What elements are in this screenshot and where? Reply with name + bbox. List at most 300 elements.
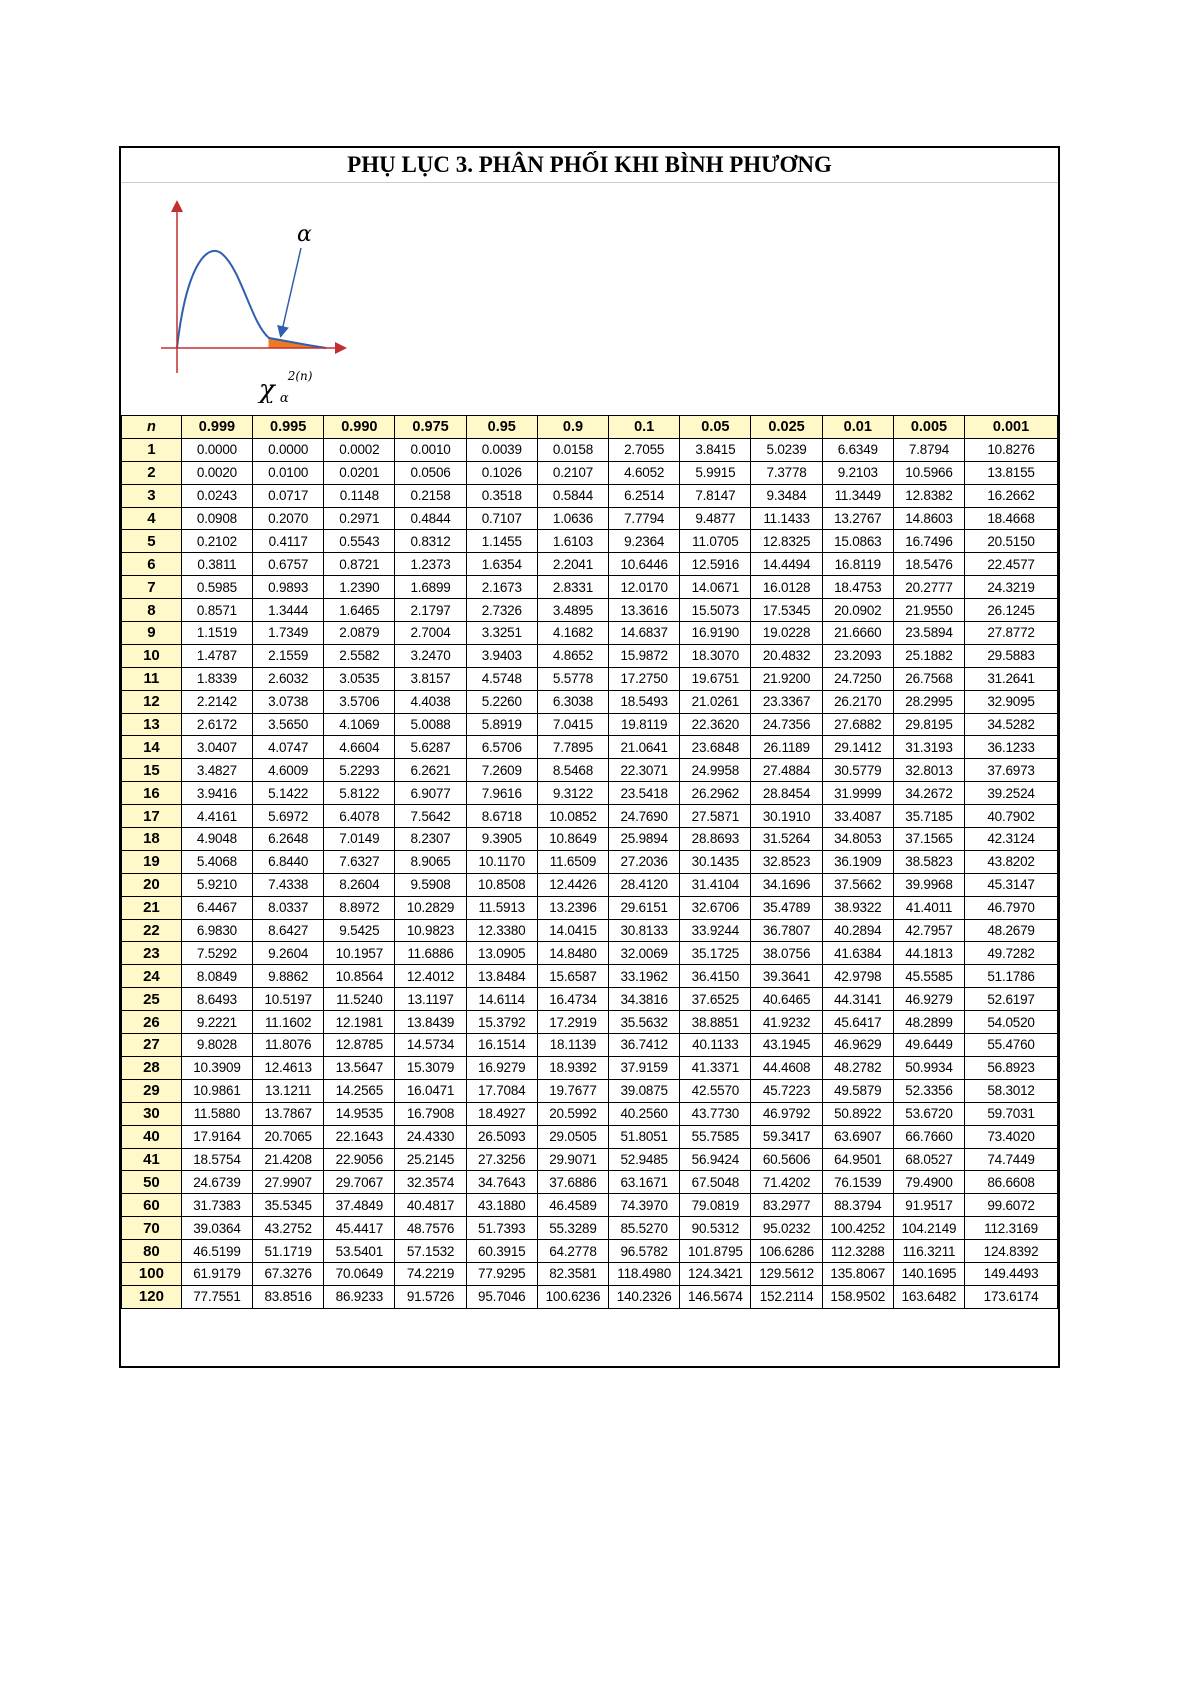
table-cell: 140.2326 xyxy=(609,1285,680,1308)
table-cell: 12.0170 xyxy=(609,576,680,599)
table-cell: 40.2560 xyxy=(609,1102,680,1125)
table-cell: 13.1211 xyxy=(253,1079,324,1102)
table-cell: 39.2524 xyxy=(965,782,1058,805)
table-cell: 4.5748 xyxy=(466,667,537,690)
row-n-cell: 30 xyxy=(122,1102,182,1125)
table-cell: 31.2641 xyxy=(965,667,1058,690)
table-cell: 3.9403 xyxy=(466,644,537,667)
table-cell: 5.6972 xyxy=(253,805,324,828)
table-cell: 3.5706 xyxy=(324,690,395,713)
table-cell: 42.3124 xyxy=(965,828,1058,851)
table-cell: 95.0232 xyxy=(751,1217,822,1240)
table-cell: 0.1026 xyxy=(466,461,537,484)
table-cell: 0.6757 xyxy=(253,553,324,576)
table-cell: 9.2364 xyxy=(609,530,680,553)
table-cell: 16.7908 xyxy=(395,1102,466,1125)
table-cell: 79.0819 xyxy=(680,1194,751,1217)
table-cell: 67.5048 xyxy=(680,1171,751,1194)
table-cell: 14.6837 xyxy=(609,622,680,645)
row-n-cell: 26 xyxy=(122,1011,182,1034)
table-cell: 29.7067 xyxy=(324,1171,395,1194)
table-cell: 13.5647 xyxy=(324,1056,395,1079)
table-cell: 86.6608 xyxy=(965,1171,1058,1194)
table-cell: 22.9056 xyxy=(324,1148,395,1171)
table-cell: 40.7902 xyxy=(965,805,1058,828)
table-cell: 7.0415 xyxy=(537,713,608,736)
table-row xyxy=(122,1034,1058,1057)
row-n-cell: 29 xyxy=(122,1079,182,1102)
table-cell: 85.5270 xyxy=(609,1217,680,1240)
table-cell: 52.9485 xyxy=(609,1148,680,1171)
table-cell: 11.3449 xyxy=(822,484,893,507)
table-row xyxy=(122,690,1058,713)
table-cell: 11.5880 xyxy=(181,1102,252,1125)
table-cell: 15.3079 xyxy=(395,1056,466,1079)
n-column-header: n xyxy=(122,416,182,439)
table-cell: 32.0069 xyxy=(609,942,680,965)
table-cell: 41.9232 xyxy=(751,1011,822,1034)
table-cell: 18.4668 xyxy=(965,507,1058,530)
table-cell: 9.5908 xyxy=(395,873,466,896)
table-cell: 5.8122 xyxy=(324,782,395,805)
table-cell: 82.3581 xyxy=(537,1262,608,1285)
table-cell: 31.5264 xyxy=(751,828,822,851)
table-cell: 64.2778 xyxy=(537,1240,608,1263)
table-cell: 0.0000 xyxy=(181,438,252,461)
table-cell: 73.4020 xyxy=(965,1125,1058,1148)
table-cell: 12.4613 xyxy=(253,1056,324,1079)
table-cell: 22.3620 xyxy=(680,713,751,736)
table-cell: 9.4877 xyxy=(680,507,751,530)
table-cell: 8.6718 xyxy=(466,805,537,828)
row-n-cell: 20 xyxy=(122,873,182,896)
table-cell: 13.1197 xyxy=(395,988,466,1011)
table-cell: 35.7185 xyxy=(893,805,964,828)
table-cell: 42.9798 xyxy=(822,965,893,988)
table-cell: 1.6354 xyxy=(466,553,537,576)
table-cell: 7.9616 xyxy=(466,782,537,805)
table-cell: 18.5476 xyxy=(893,553,964,576)
table-cell: 31.9999 xyxy=(822,782,893,805)
table-cell: 59.3417 xyxy=(751,1125,822,1148)
table-cell: 9.8862 xyxy=(253,965,324,988)
table-cell: 12.4426 xyxy=(537,873,608,896)
table-cell: 0.0506 xyxy=(395,461,466,484)
table-cell: 6.9830 xyxy=(181,919,252,942)
table-cell: 9.3905 xyxy=(466,828,537,851)
table-cell: 10.8564 xyxy=(324,965,395,988)
table-cell: 17.2919 xyxy=(537,1011,608,1034)
table-cell: 42.7957 xyxy=(893,919,964,942)
row-n-cell: 10 xyxy=(122,644,182,667)
table-cell: 11.1602 xyxy=(253,1011,324,1034)
table-cell: 39.0875 xyxy=(609,1079,680,1102)
row-n-cell: 13 xyxy=(122,713,182,736)
table-cell: 50.9934 xyxy=(893,1056,964,1079)
table-cell: 37.5662 xyxy=(822,873,893,896)
table-cell: 7.4338 xyxy=(253,873,324,896)
table-cell: 2.2142 xyxy=(181,690,252,713)
table-cell: 18.5754 xyxy=(181,1148,252,1171)
table-cell: 5.8919 xyxy=(466,713,537,736)
table-cell: 28.8693 xyxy=(680,828,751,851)
table-cell: 40.4817 xyxy=(395,1194,466,1217)
table-cell: 1.8339 xyxy=(181,667,252,690)
table-row xyxy=(122,828,1058,851)
table-cell: 17.7084 xyxy=(466,1079,537,1102)
table-cell: 100.6236 xyxy=(537,1285,608,1308)
table-cell: 43.2752 xyxy=(253,1217,324,1240)
table-cell: 38.0756 xyxy=(751,942,822,965)
table-cell: 29.8195 xyxy=(893,713,964,736)
table-cell: 53.5401 xyxy=(324,1240,395,1263)
chi-square-figure xyxy=(161,198,371,403)
table-cell: 1.1455 xyxy=(466,530,537,553)
page-title: PHỤ LỤC 3. PHÂN PHỐI KHI BÌNH PHƯƠNG xyxy=(121,148,1058,183)
table-cell: 59.7031 xyxy=(965,1102,1058,1125)
table-cell: 2.1797 xyxy=(395,599,466,622)
table-cell: 4.9048 xyxy=(181,828,252,851)
table-cell: 95.7046 xyxy=(466,1285,537,1308)
table-cell: 11.8076 xyxy=(253,1034,324,1057)
table-cell: 2.2041 xyxy=(537,553,608,576)
table-cell: 4.4161 xyxy=(181,805,252,828)
chi-label xyxy=(257,369,313,403)
table-cell: 24.6739 xyxy=(181,1171,252,1194)
table-cell: 8.0849 xyxy=(181,965,252,988)
table-cell: 1.7349 xyxy=(253,622,324,645)
table-cell: 53.6720 xyxy=(893,1102,964,1125)
table-cell: 116.3211 xyxy=(893,1240,964,1263)
table-cell: 24.7690 xyxy=(609,805,680,828)
table-cell: 33.9244 xyxy=(680,919,751,942)
table-cell: 31.7383 xyxy=(181,1194,252,1217)
table-cell: 9.3484 xyxy=(751,484,822,507)
table-cell: 86.9233 xyxy=(324,1285,395,1308)
table-cell: 0.4844 xyxy=(395,507,466,530)
table-row xyxy=(122,507,1058,530)
table-cell: 20.5992 xyxy=(537,1102,608,1125)
row-n-cell: 18 xyxy=(122,828,182,851)
table-cell: 4.6604 xyxy=(324,736,395,759)
table-row xyxy=(122,1240,1058,1263)
table-row xyxy=(122,942,1058,965)
row-n-cell: 11 xyxy=(122,667,182,690)
table-cell: 16.7496 xyxy=(893,530,964,553)
table-cell: 27.9907 xyxy=(253,1171,324,1194)
row-n-cell: 40 xyxy=(122,1125,182,1148)
table-cell: 124.8392 xyxy=(965,1240,1058,1263)
table-cell: 22.3071 xyxy=(609,759,680,782)
table-cell: 29.5883 xyxy=(965,644,1058,667)
table-cell: 0.7107 xyxy=(466,507,537,530)
table-cell: 21.4208 xyxy=(253,1148,324,1171)
table-cell: 1.6103 xyxy=(537,530,608,553)
table-cell: 29.9071 xyxy=(537,1148,608,1171)
table-cell: 16.1514 xyxy=(466,1034,537,1057)
table-cell: 44.3141 xyxy=(822,988,893,1011)
table-cell: 7.3778 xyxy=(751,461,822,484)
table-cell: 8.2307 xyxy=(395,828,466,851)
table-cell: 15.3792 xyxy=(466,1011,537,1034)
table-cell: 0.2102 xyxy=(181,530,252,553)
table-cell: 15.0863 xyxy=(822,530,893,553)
alpha-column-header: 0.05 xyxy=(680,416,751,439)
table-cell: 35.5345 xyxy=(253,1194,324,1217)
table-cell: 99.6072 xyxy=(965,1194,1058,1217)
table-cell: 7.7895 xyxy=(537,736,608,759)
table-cell: 14.0671 xyxy=(680,576,751,599)
table-cell: 26.1189 xyxy=(751,736,822,759)
table-cell: 1.4787 xyxy=(181,644,252,667)
table-cell: 8.2604 xyxy=(324,873,395,896)
table-cell: 0.8571 xyxy=(181,599,252,622)
table-cell: 32.9095 xyxy=(965,690,1058,713)
row-n-cell: 15 xyxy=(122,759,182,782)
table-cell: 7.2609 xyxy=(466,759,537,782)
table-cell: 51.1719 xyxy=(253,1240,324,1263)
table-cell: 0.0100 xyxy=(253,461,324,484)
table-cell: 9.2604 xyxy=(253,942,324,965)
table-cell: 55.3289 xyxy=(537,1217,608,1240)
alpha-column-header: 0.1 xyxy=(609,416,680,439)
table-cell: 58.3012 xyxy=(965,1079,1058,1102)
table-cell: 30.1910 xyxy=(751,805,822,828)
table-cell: 0.0002 xyxy=(324,438,395,461)
table-cell: 16.9279 xyxy=(466,1056,537,1079)
table-cell: 2.0879 xyxy=(324,622,395,645)
table-cell: 10.6446 xyxy=(609,553,680,576)
table-cell: 16.9190 xyxy=(680,622,751,645)
row-n-cell: 7 xyxy=(122,576,182,599)
row-n-cell: 3 xyxy=(122,484,182,507)
table-cell: 30.1435 xyxy=(680,850,751,873)
table-cell: 13.2396 xyxy=(537,896,608,919)
table-cell: 23.3367 xyxy=(751,690,822,713)
table-cell: 14.6114 xyxy=(466,988,537,1011)
table-row xyxy=(122,759,1058,782)
table-cell: 21.9200 xyxy=(751,667,822,690)
table-cell: 52.3356 xyxy=(893,1079,964,1102)
table-cell: 3.0535 xyxy=(324,667,395,690)
alpha-column-header: 0.999 xyxy=(181,416,252,439)
table-cell: 35.4789 xyxy=(751,896,822,919)
table-cell: 10.1170 xyxy=(466,850,537,873)
table-cell: 45.6417 xyxy=(822,1011,893,1034)
table-cell: 56.8923 xyxy=(965,1056,1058,1079)
table-cell: 1.6899 xyxy=(395,576,466,599)
chi-square-table-wrap xyxy=(121,415,1058,1309)
table-cell: 63.1671 xyxy=(609,1171,680,1194)
table-cell: 163.6482 xyxy=(893,1285,964,1308)
table-cell: 17.2750 xyxy=(609,667,680,690)
table-cell: 2.8331 xyxy=(537,576,608,599)
table-cell: 5.0088 xyxy=(395,713,466,736)
table-cell: 5.2293 xyxy=(324,759,395,782)
table-cell: 5.0239 xyxy=(751,438,822,461)
table-cell: 0.5543 xyxy=(324,530,395,553)
table-cell: 48.2679 xyxy=(965,919,1058,942)
table-cell: 33.1962 xyxy=(609,965,680,988)
table-cell: 26.2962 xyxy=(680,782,751,805)
table-cell: 32.8523 xyxy=(751,850,822,873)
table-cell: 17.5345 xyxy=(751,599,822,622)
row-n-cell: 23 xyxy=(122,942,182,965)
row-n-cell: 6 xyxy=(122,553,182,576)
table-cell: 37.6525 xyxy=(680,988,751,1011)
table-cell: 49.6449 xyxy=(893,1034,964,1057)
table-cell: 3.8157 xyxy=(395,667,466,690)
table-cell: 4.8652 xyxy=(537,644,608,667)
table-cell: 48.2899 xyxy=(893,1011,964,1034)
table-cell: 5.1422 xyxy=(253,782,324,805)
table-cell: 152.2114 xyxy=(751,1285,822,1308)
table-cell: 0.0201 xyxy=(324,461,395,484)
table-cell: 16.0471 xyxy=(395,1079,466,1102)
table-cell: 9.2221 xyxy=(181,1011,252,1034)
table-cell: 4.6052 xyxy=(609,461,680,484)
table-cell: 28.4120 xyxy=(609,873,680,896)
table-cell: 10.5197 xyxy=(253,988,324,1011)
table-cell: 129.5612 xyxy=(751,1262,822,1285)
table-cell: 28.8454 xyxy=(751,782,822,805)
table-row xyxy=(122,805,1058,828)
row-n-cell: 2 xyxy=(122,461,182,484)
table-cell: 45.7223 xyxy=(751,1079,822,1102)
table-cell: 66.7660 xyxy=(893,1125,964,1148)
table-cell: 5.4068 xyxy=(181,850,252,873)
appendix-frame xyxy=(119,146,1060,1368)
row-n-cell: 4 xyxy=(122,507,182,530)
alpha-column-header: 0.995 xyxy=(253,416,324,439)
table-cell: 13.8155 xyxy=(965,461,1058,484)
table-cell: 60.3915 xyxy=(466,1240,537,1263)
table-cell: 88.3794 xyxy=(822,1194,893,1217)
table-cell: 37.4849 xyxy=(324,1194,395,1217)
table-cell: 0.3811 xyxy=(181,553,252,576)
table-cell: 149.4493 xyxy=(965,1262,1058,1285)
table-cell: 39.9968 xyxy=(893,873,964,896)
table-cell: 20.4832 xyxy=(751,644,822,667)
table-cell: 46.9279 xyxy=(893,988,964,1011)
table-cell: 0.0039 xyxy=(466,438,537,461)
table-cell: 14.8603 xyxy=(893,507,964,530)
table-cell: 56.9424 xyxy=(680,1148,751,1171)
row-n-cell: 9 xyxy=(122,622,182,645)
table-cell: 3.3251 xyxy=(466,622,537,645)
table-cell: 6.4467 xyxy=(181,896,252,919)
table-cell: 14.5734 xyxy=(395,1034,466,1057)
table-cell: 6.8440 xyxy=(253,850,324,873)
table-cell: 44.1813 xyxy=(893,942,964,965)
alpha-column-header: 0.9 xyxy=(537,416,608,439)
table-cell: 71.4202 xyxy=(751,1171,822,1194)
table-cell: 0.2107 xyxy=(537,461,608,484)
table-row xyxy=(122,438,1058,461)
table-cell: 83.8516 xyxy=(253,1285,324,1308)
table-cell: 1.2373 xyxy=(395,553,466,576)
table-cell: 48.2782 xyxy=(822,1056,893,1079)
table-cell: 5.9915 xyxy=(680,461,751,484)
table-cell: 100.4252 xyxy=(822,1217,893,1240)
table-cell: 43.7730 xyxy=(680,1102,751,1125)
table-row xyxy=(122,599,1058,622)
table-cell: 18.5493 xyxy=(609,690,680,713)
row-n-cell: 16 xyxy=(122,782,182,805)
table-cell: 28.2995 xyxy=(893,690,964,713)
table-row xyxy=(122,782,1058,805)
table-cell: 1.2390 xyxy=(324,576,395,599)
table-cell: 60.5606 xyxy=(751,1148,822,1171)
table-cell: 22.1643 xyxy=(324,1125,395,1148)
table-row xyxy=(122,1285,1058,1308)
table-row xyxy=(122,1194,1058,1217)
table-cell: 23.6848 xyxy=(680,736,751,759)
table-cell: 45.5585 xyxy=(893,965,964,988)
table-row xyxy=(122,873,1058,896)
table-cell: 9.3122 xyxy=(537,782,608,805)
table-cell: 45.4417 xyxy=(324,1217,395,1240)
table-cell: 34.8053 xyxy=(822,828,893,851)
table-cell: 12.1981 xyxy=(324,1011,395,1034)
table-cell: 10.1957 xyxy=(324,942,395,965)
table-cell: 12.8325 xyxy=(751,530,822,553)
table-cell: 25.9894 xyxy=(609,828,680,851)
table-cell: 24.7250 xyxy=(822,667,893,690)
table-row xyxy=(122,988,1058,1011)
table-cell: 34.7643 xyxy=(466,1171,537,1194)
table-cell: 5.9210 xyxy=(181,873,252,896)
table-cell: 10.5966 xyxy=(893,461,964,484)
table-cell: 2.5582 xyxy=(324,644,395,667)
chi-square-table xyxy=(121,415,1058,1309)
table-cell: 2.7055 xyxy=(609,438,680,461)
table-cell: 32.3574 xyxy=(395,1171,466,1194)
table-cell: 1.3444 xyxy=(253,599,324,622)
table-row xyxy=(122,1148,1058,1171)
alpha-column-header: 0.005 xyxy=(893,416,964,439)
table-cell: 41.4011 xyxy=(893,896,964,919)
table-cell: 2.1673 xyxy=(466,576,537,599)
table-cell: 0.0158 xyxy=(537,438,608,461)
table-cell: 3.8415 xyxy=(680,438,751,461)
table-cell: 0.5844 xyxy=(537,484,608,507)
row-n-cell: 14 xyxy=(122,736,182,759)
table-cell: 9.2103 xyxy=(822,461,893,484)
table-cell: 0.2158 xyxy=(395,484,466,507)
table-row xyxy=(122,896,1058,919)
table-row xyxy=(122,1056,1058,1079)
table-cell: 13.7867 xyxy=(253,1102,324,1125)
table-cell: 21.0641 xyxy=(609,736,680,759)
table-cell: 36.1233 xyxy=(965,736,1058,759)
table-cell: 23.2093 xyxy=(822,644,893,667)
table-cell: 34.2672 xyxy=(893,782,964,805)
table-row xyxy=(122,1217,1058,1240)
table-cell: 6.5706 xyxy=(466,736,537,759)
table-cell: 13.8439 xyxy=(395,1011,466,1034)
table-cell: 7.8794 xyxy=(893,438,964,461)
table-cell: 41.6384 xyxy=(822,942,893,965)
table-cell: 46.4589 xyxy=(537,1194,608,1217)
table-cell: 22.4577 xyxy=(965,553,1058,576)
table-cell: 8.8972 xyxy=(324,896,395,919)
chi-symbol: χ xyxy=(259,375,275,403)
table-cell: 27.2036 xyxy=(609,850,680,873)
table-cell: 4.1069 xyxy=(324,713,395,736)
table-cell: 7.6327 xyxy=(324,850,395,873)
table-cell: 0.2971 xyxy=(324,507,395,530)
